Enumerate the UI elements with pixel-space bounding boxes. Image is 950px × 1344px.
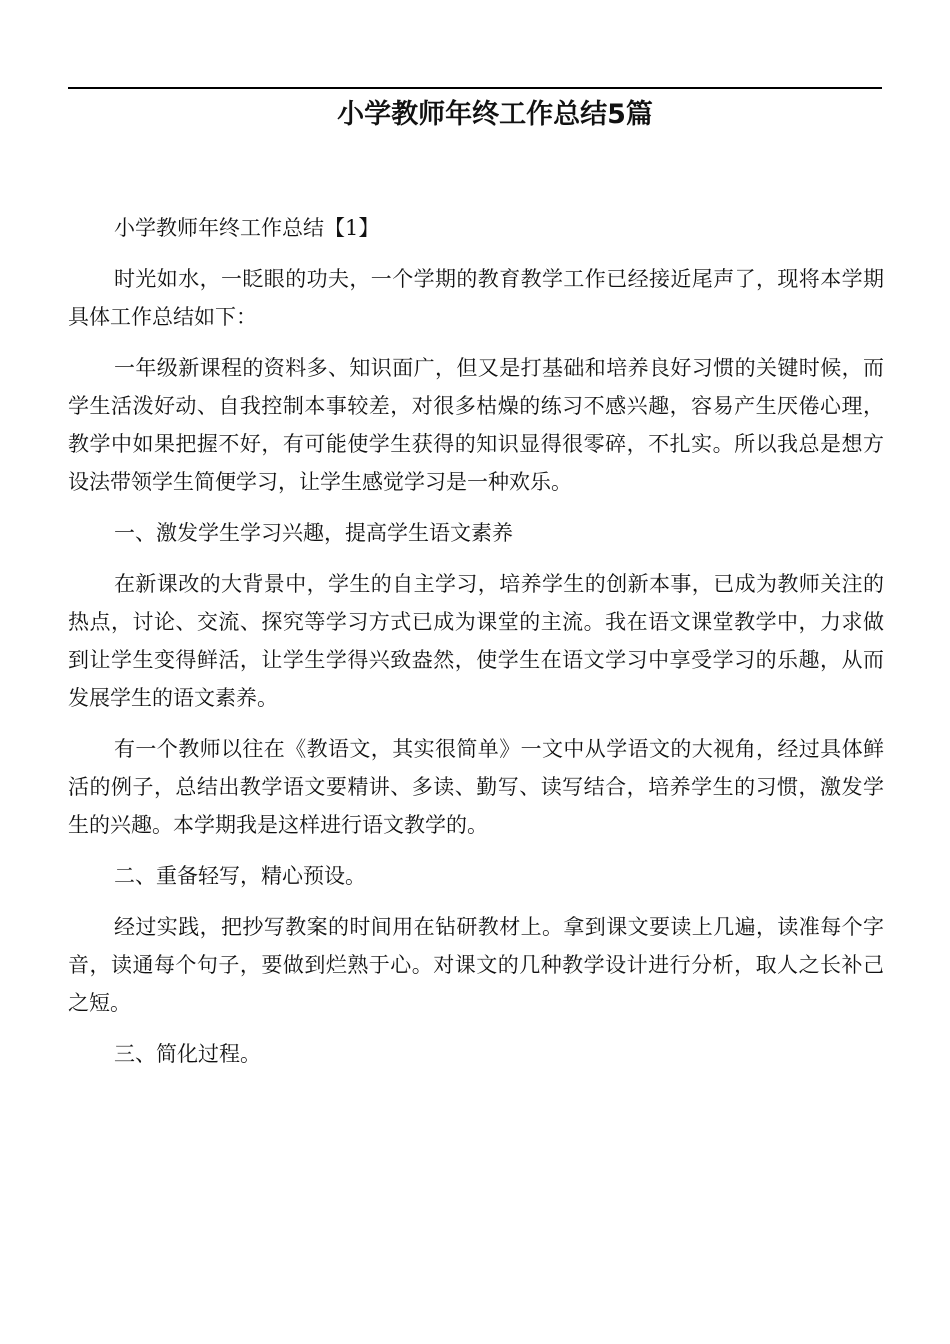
section-heading-one: 一、激发学生学习兴趣，提高学生语文素养 xyxy=(114,521,513,545)
document-body xyxy=(68,209,884,1086)
paragraph-intro: 时光如水，一眨眼的功夫，一个学期的教育教学工作已经接近尾声了，现将本学期具体工作总结如下： xyxy=(68,267,884,329)
document-title: 小学教师年终工作总结5篇 xyxy=(337,99,653,130)
header-rule xyxy=(68,87,882,89)
section-heading-three: 三、简化过程。 xyxy=(114,1042,261,1066)
paragraph-grade-one-curriculum: 一年级新课程的资料多、知识面广，但又是打基础和培养良好习惯的关键时候，而学生活泼好动、自我控制本事较差，对很多枯燥的练习不感兴趣，容易产生厌倦心理，教学中如果把握不好，有可能使学生获得的知识显得很零碎，不扎实。所以我总是想方设法带领学生简便学习，让学生感觉学习是一种欢乐。 xyxy=(68,356,884,494)
section-heading-two: 二、重备轻写，精心预设。 xyxy=(114,864,366,888)
paragraph-teaching-chinese-simple: 有一个教师以往在《教语文，其实很简单》一文中从学语文的大视角，经过具体鲜活的例子，总结出教学语文要精讲、多读、勤写、读写结合，培养学生的习惯，激发学生的兴趣。本学期我是这样进行语文教学的。 xyxy=(68,737,884,837)
section-heading-summary-1: 小学教师年终工作总结【1】 xyxy=(114,216,380,240)
paragraph-lesson-preparation: 经过实践，把抄写教案的时间用在钻研教材上。拿到课文要读上几遍，读准每个字音，读通每个句子，要做到烂熟于心。对课文的几种教学设计进行分析，取人之长补己之短。 xyxy=(68,915,884,1015)
paragraph-new-curriculum-reform: 在新课改的大背景中，学生的自主学习，培养学生的创新本事，已成为教师关注的热点，讨论、交流、探究等学习方式已成为课堂的主流。我在语文课堂教学中，力求做到让学生变得鲜活，让学生学得兴致盎然，使学生在语文学习中享受学习的乐趣，从而发展学生的语文素养。 xyxy=(68,572,884,710)
